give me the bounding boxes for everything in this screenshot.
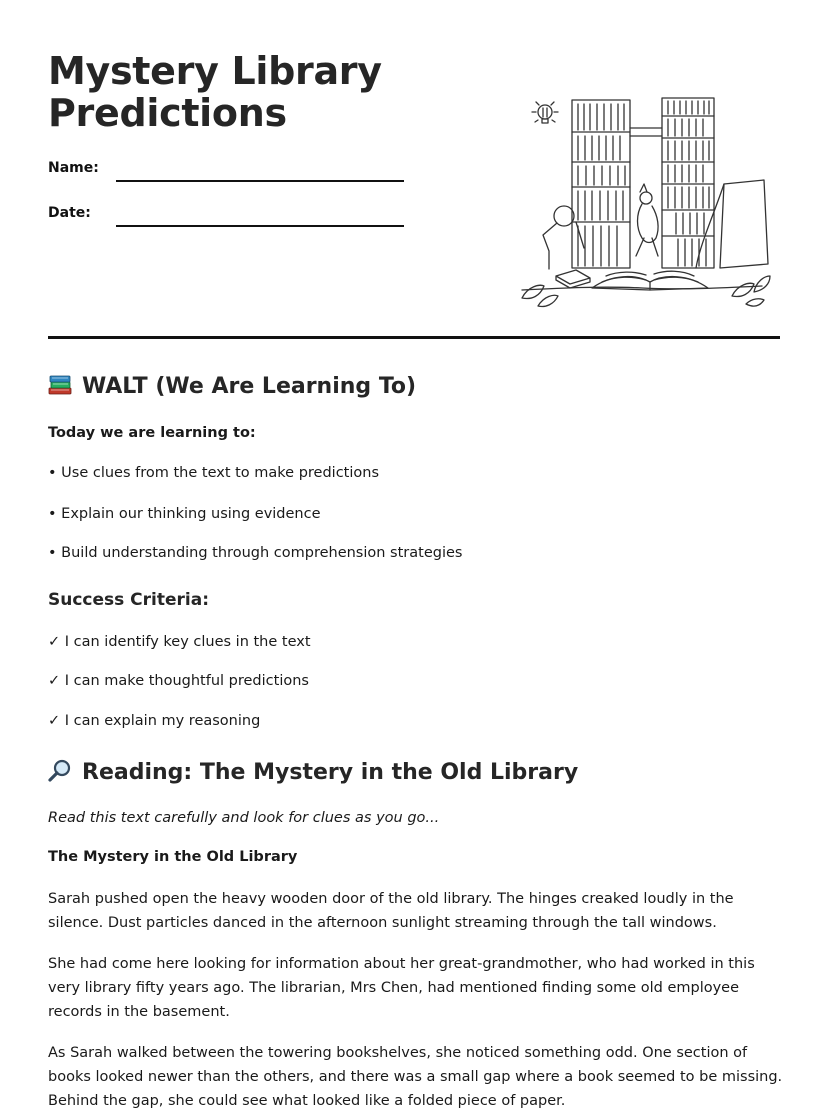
story-paragraph-3: As Sarah walked between the towering bookshelves, she noticed something odd. One section of books looked newer than the others, and there was a small gap where a book seemed to be missing. Behind the gap, she could see what looked like a folded piece of paper. — [48, 1045, 783, 1109]
walt-heading — [48, 374, 416, 402]
title-line-1: Mystery Library — [48, 49, 382, 93]
right-bookshelf — [662, 98, 714, 268]
name-field[interactable] — [48, 160, 408, 184]
reading-heading — [48, 758, 578, 788]
walt-intro: Today we are learning to: — [48, 425, 256, 441]
walt-item-1: • Use clues from the text to make predictions — [48, 465, 380, 481]
small-book — [556, 270, 590, 288]
lightbulb-icon — [532, 102, 558, 123]
page-title — [48, 50, 382, 134]
walt-heading-text: WALT (We Are Learning To) — [82, 374, 417, 399]
story-paragraph-2: She had come here looking for information about her great-grandmother, who had worked in this very library fifty years ago. The librarian, Mrs Chen, had mentioned finding some old employee records in the basement. — [48, 956, 755, 1020]
success-item-1: ✓ I can identify key clues in the text — [48, 634, 311, 650]
books-icon — [48, 374, 74, 402]
leaning-book — [696, 180, 768, 268]
date-field[interactable] — [48, 205, 408, 229]
story-title: The Mystery in the Old Library — [48, 849, 298, 865]
reading-instruction: Read this text carefully and look for clues as you go... — [48, 810, 440, 826]
magnifier-icon — [48, 758, 74, 788]
worksheet-header — [48, 0, 780, 340]
kangaroo-figure — [636, 184, 658, 256]
date-label: Date: — [48, 205, 91, 221]
success-item-3: ✓ I can explain my reasoning — [48, 713, 261, 729]
date-blank-line[interactable] — [116, 225, 404, 227]
reading-heading-text: Reading: The Mystery in the Old Library — [82, 760, 579, 785]
name-blank-line[interactable] — [116, 180, 404, 182]
success-criteria-heading: Success Criteria: — [48, 590, 210, 610]
name-label: Name: — [48, 160, 99, 176]
story-paragraph-1: Sarah pushed open the heavy wooden door of the old library. The hinges creaked loudly in the silence. Dust particles danced in the afternoon sunlight streaming through the tall windows. — [48, 891, 734, 931]
library-illustration — [518, 92, 774, 312]
header-divider — [48, 336, 780, 339]
title-line-2: Predictions — [48, 91, 287, 135]
worksheet-page — [48, 0, 783, 1109]
walt-item-2: • Explain our thinking using evidence — [48, 506, 321, 522]
left-bookshelf — [572, 100, 630, 268]
success-item-2: ✓ I can make thoughtful predictions — [48, 673, 309, 689]
walt-item-3: • Build understanding through comprehension strategies — [48, 545, 463, 561]
